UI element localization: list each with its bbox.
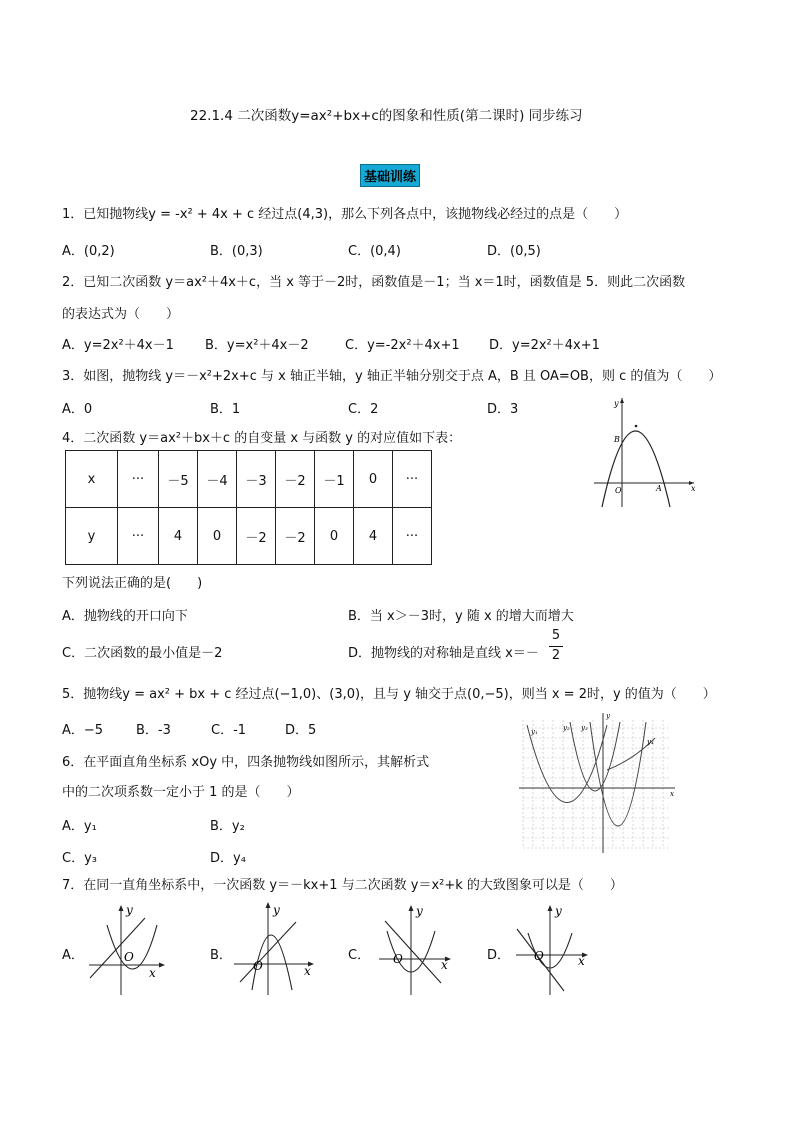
question-7-graph-c bbox=[375, 903, 460, 998]
table-cell: －2 bbox=[276, 508, 315, 565]
label-o: O bbox=[534, 949, 544, 963]
question-5-stem: 5．抛物线y = ax² + bx + c 经过点(−1,0)、(3,0)，且与 y 轴交于点(0,−5)，则当 x = 2时，y 的值为（ ） bbox=[62, 687, 716, 702]
label-x: x bbox=[441, 958, 448, 972]
question-7-option-c: C． bbox=[348, 948, 371, 963]
parabola bbox=[602, 431, 670, 507]
question-4-prompt: 下列说法正确的是( ) bbox=[62, 576, 203, 591]
parabola-y3 bbox=[590, 722, 646, 826]
label-b: B bbox=[614, 435, 620, 444]
question-2-option-d: D．y=2x²＋4x+1 bbox=[489, 338, 600, 353]
label-o: O bbox=[253, 959, 263, 973]
label-y: y bbox=[614, 399, 619, 408]
label-y: y bbox=[273, 903, 280, 917]
question-7-option-d: D． bbox=[487, 948, 511, 963]
label-y: y bbox=[126, 903, 133, 917]
question-5-option-a: A．−5 bbox=[62, 723, 104, 738]
fraction-bar bbox=[549, 646, 563, 647]
question-7-stem: 7．在同一直角坐标系中，一次函数 y＝－kx+1 与二次函数 y＝x²+k 的大致图象可以是（ ） bbox=[62, 878, 623, 893]
question-4-option-d: D．抛物线的对称轴是直线 x＝－ bbox=[348, 646, 539, 661]
table-cell: －3 bbox=[237, 451, 276, 508]
line bbox=[90, 918, 145, 978]
question-5-option-b: B．-3 bbox=[136, 723, 171, 738]
question-6-line-1: 6．在平面直角坐标系 xOy 中，四条抛物线如图所示，其解析式 bbox=[62, 755, 430, 770]
label-x: x bbox=[670, 790, 674, 798]
question-5-option-d: D．5 bbox=[285, 723, 317, 738]
table-cell: 0 bbox=[354, 451, 393, 508]
question-6-option-b: B．y₂ bbox=[210, 819, 245, 834]
table-cell: 4 bbox=[159, 508, 198, 565]
question-1-option-b: B．(0,3) bbox=[210, 244, 263, 259]
table-cell: x bbox=[66, 451, 118, 508]
vertex-point bbox=[635, 425, 638, 428]
fraction-numerator: 5 bbox=[551, 628, 561, 643]
question-4-option-a: A．抛物线的开口向下 bbox=[62, 609, 188, 624]
table-row-x bbox=[66, 451, 432, 508]
table-cell: －2 bbox=[237, 508, 276, 565]
table-cell: －4 bbox=[198, 451, 237, 508]
question-5-option-c: C．-1 bbox=[211, 723, 247, 738]
question-7-graph-b bbox=[230, 900, 320, 998]
question-6-figure bbox=[515, 710, 680, 855]
question-4-option-b: B．当 x＞－3时，y 随 x 的增大而增大 bbox=[348, 609, 574, 624]
question-1-stem: 1．已知抛物线y = -x² + 4x + c 经过点(4,3)，那么下列各点中，该抛物线必经过的点是（ ） bbox=[62, 207, 628, 222]
question-1-option-c: C．(0,4) bbox=[348, 244, 401, 259]
label-y4: y₄ bbox=[647, 738, 654, 746]
label-x: x bbox=[578, 954, 585, 968]
label-o: O bbox=[615, 486, 622, 495]
question-7-graph-a bbox=[85, 903, 170, 998]
question-3-figure bbox=[590, 395, 700, 510]
label-o: O bbox=[393, 952, 403, 966]
question-2-option-c: C．y=-2x²＋4x+1 bbox=[345, 338, 460, 353]
question-4-stem: 4．二次函数 y＝ax²＋bx＋c 的自变量 x 与函数 y 的对应值如下表： bbox=[62, 431, 462, 446]
label-y: y bbox=[416, 904, 423, 918]
question-3-option-c: C．2 bbox=[348, 402, 379, 417]
question-2-line-1: 2．已知二次函数 y＝ax²＋4x＋c，当 x 等于－2时，函数值是－1；当 x＝1时，函数值是 5．则此二次函数 bbox=[62, 275, 686, 290]
table-cell: 0 bbox=[198, 508, 237, 565]
y-axis-arrow bbox=[620, 398, 624, 403]
question-4-option-c: C．二次函数的最小值是－2 bbox=[62, 646, 223, 661]
label-x: x bbox=[149, 966, 156, 980]
table-cell: －5 bbox=[159, 451, 198, 508]
table-cell: －1 bbox=[315, 451, 354, 508]
section-label: 基础训练 bbox=[360, 164, 420, 187]
label-y2: y₂ bbox=[563, 724, 570, 732]
question-3-option-a: A．0 bbox=[62, 402, 93, 417]
table-cell: ··· bbox=[393, 451, 432, 508]
question-6-option-d: D．y₄ bbox=[210, 851, 246, 866]
label-y: y bbox=[555, 904, 562, 918]
table-cell: ··· bbox=[118, 508, 159, 565]
label-o: O bbox=[124, 950, 134, 964]
label-y3: y₃ bbox=[581, 724, 588, 732]
label-y: y bbox=[606, 712, 610, 720]
question-7-option-b: B． bbox=[210, 948, 232, 963]
label-a: A bbox=[656, 484, 662, 493]
table-cell: ··· bbox=[393, 508, 432, 565]
question-7-graph-d bbox=[512, 903, 597, 998]
table-cell: ··· bbox=[118, 451, 159, 508]
table-cell: 4 bbox=[354, 508, 393, 565]
question-7-option-a: A． bbox=[62, 948, 84, 963]
table-cell: 0 bbox=[315, 508, 354, 565]
question-2-option-a: A．y=2x²＋4x－1 bbox=[62, 338, 174, 353]
question-3-option-b: B．1 bbox=[210, 402, 241, 417]
question-3-option-d: D．3 bbox=[487, 402, 519, 417]
table-cell: y bbox=[66, 508, 118, 565]
table-row-y bbox=[66, 508, 432, 565]
value-table bbox=[65, 450, 432, 565]
page-title: 22.1.4 二次函数y=ax²+bx+c的图象和性质(第二课时) 同步练习 bbox=[190, 108, 583, 124]
label-x: x bbox=[304, 964, 311, 978]
question-6-option-c: C．y₃ bbox=[62, 851, 97, 866]
question-2-option-b: B．y=x²＋4x－2 bbox=[205, 338, 309, 353]
label-x: x bbox=[691, 484, 696, 493]
question-2-line-2: 的表达式为（ ） bbox=[62, 307, 180, 322]
question-1-option-d: D．(0,5) bbox=[487, 244, 541, 259]
table-cell: －2 bbox=[276, 451, 315, 508]
question-6-option-a: A．y₁ bbox=[62, 819, 97, 834]
question-1-option-a: A．(0,2) bbox=[62, 244, 115, 259]
label-y1: y₁ bbox=[531, 728, 538, 736]
question-3-stem: 3．如图，抛物线 y＝－x²+2x+c 与 x 轴正半轴，y 轴正半轴分别交于点 A，B 且 OA=OB，则 c 的值为（ ） bbox=[62, 369, 722, 384]
question-6-line-2: 中的二次项系数一定小于 1 的是（ ） bbox=[62, 785, 300, 800]
fraction-denominator: 2 bbox=[551, 648, 561, 663]
